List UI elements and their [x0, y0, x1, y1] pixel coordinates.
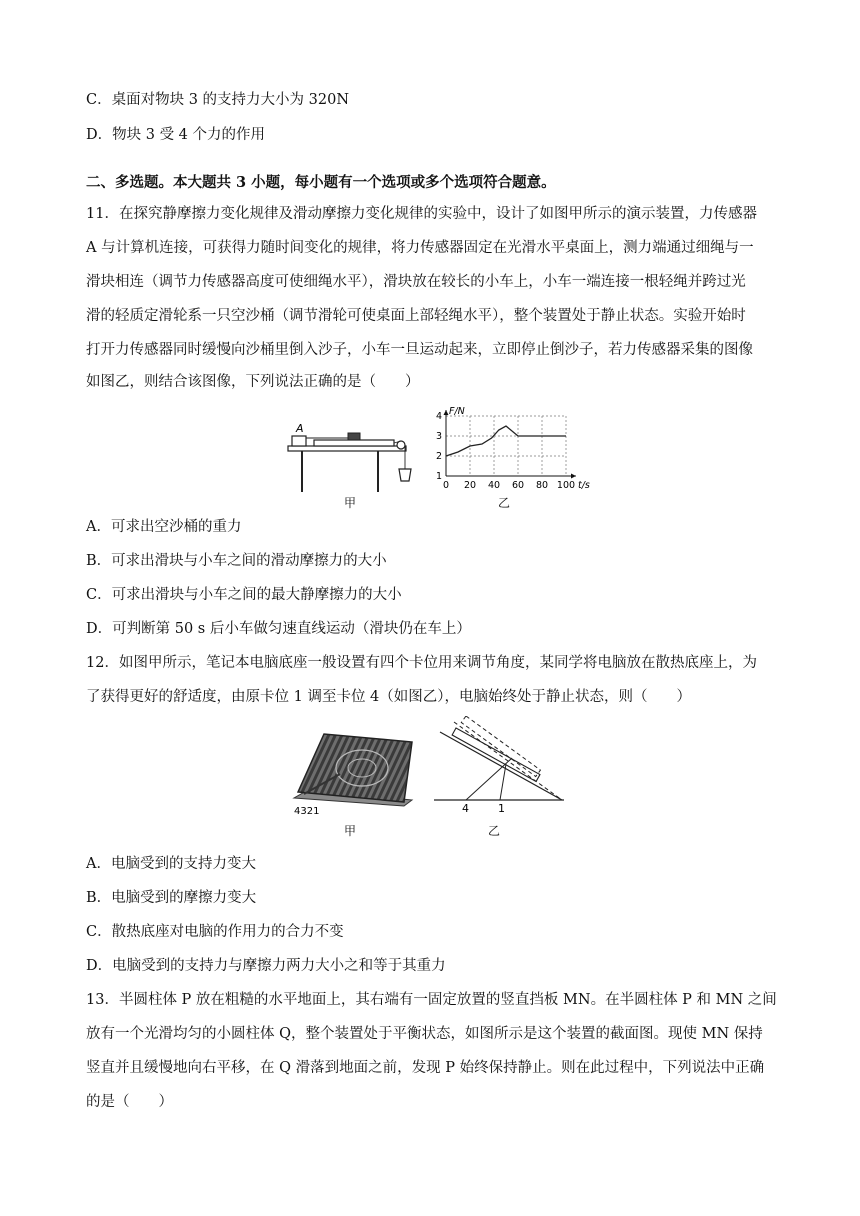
mark-4: 4 [462, 802, 469, 815]
section-heading: 二、多选题。本大题共 3 小题，每小题有一个选项或多个选项符合题意。 [86, 174, 556, 191]
x-tick-label-80: 80 [535, 480, 549, 491]
q11-option-d: D．可判断第 50 s 后小车做匀速直线运动（滑块仍在车上） [86, 621, 471, 637]
x-axis-arrow [571, 474, 576, 479]
q12-option-c: C．散热底座对电脑的作用力的合力不变 [86, 924, 344, 940]
sensor-label: A [296, 422, 304, 435]
y-tick-label-3: 3 [435, 431, 442, 442]
x-tick-label-60: 60 [511, 480, 525, 491]
x-tick-label-40: 40 [487, 480, 501, 491]
q11-fig-yi-caption: 乙 [498, 496, 511, 510]
q12-option-b: B．电脑受到的摩擦力变大 [86, 890, 257, 906]
q12-line-2: 了获得更好的舒适度，由原卡位 1 调至卡位 4（如图乙），电脑始终处于静止状态，则（ ） [86, 689, 692, 705]
q12-line-1: 12．如图甲所示，笔记本电脑底座一般设置有四个卡位用来调节角度，某同学将电脑放在散热底座上，为 [86, 655, 757, 671]
x-tick-label-20: 20 [463, 480, 477, 491]
q11-option-c: C．可求出滑块与小车之间的最大静摩擦力的大小 [86, 587, 402, 603]
q11-line-6: 如图乙，则结合该图像，下列说法正确的是（ ） [86, 374, 420, 390]
q11-line-4: 滑的轻质定滑轮系一只空沙桶（调节滑轮可使桌面上部轻绳水平），整个装置处于静止状态。实验开始时 [86, 308, 746, 324]
y-axis-label: F/N [449, 406, 465, 417]
q11-line-3: 滑块相连（调节力传感器高度可使细绳水平），滑块放在较长的小车上，小车一端连接一根轻绳并跨过光 [86, 274, 746, 290]
q11-fig-jia-caption: 甲 [344, 496, 357, 510]
y-tick-label-4: 4 [435, 411, 442, 422]
sand-bucket [399, 469, 411, 481]
x-tick-label-100: 100 [556, 480, 576, 491]
y-tick-label-1: 1 [435, 471, 442, 482]
q13-line-1: 13．半圆柱体 P 放在粗糙的水平地面上，其右端有一固定放置的竖直挡板 MN。在半圆柱体 P 和 MN 之间 [86, 992, 777, 1008]
q11-line-2: A 与计算机连接，可获得力随时间变化的规律，将力传感器固定在光滑水平桌面上，测力端通过细绳与一 [86, 240, 754, 256]
q11-option-a: A．可求出空沙桶的重力 [86, 519, 242, 535]
option-d-prev: D．物块 3 受 4 个力的作用 [86, 127, 266, 143]
x-axis-label: t/s [578, 480, 590, 491]
q11-line-5: 打开力传感器同时缓慢向沙桶里倒入沙子，小车一旦运动起来，立即停止倒沙子，若力传感器采集的图像 [86, 342, 753, 358]
series-line-0 [446, 426, 566, 456]
panel-slot-1 [440, 732, 562, 800]
q12-laptop-stand-figure [284, 728, 424, 824]
q13-line-2: 放有一个光滑均匀的小圆柱体 Q，整个装置处于平衡状态，如图所示是这个装置的截面图。现使 MN 保持 [86, 1026, 763, 1042]
q12-schematic-figure [430, 716, 570, 816]
q13-line-4: 的是（ ） [86, 1094, 173, 1110]
support-slot-1 [500, 764, 506, 800]
q13-line-3: 竖直并且缓慢地向右平移，在 Q 滑落到地面之前，发现 P 始终保持静止。则在此过程中，下列说法中正确 [86, 1060, 765, 1076]
x-tick-label-0: 0 [442, 480, 450, 491]
q11-line-1: 11．在探究静摩擦力变化规律及滑动摩擦力变化规律的实验中，设计了如图甲所示的演示装置，力传感器 [86, 206, 757, 222]
laptop-slot-1 [452, 728, 540, 782]
table-top [288, 446, 406, 451]
q11-ft-chart [426, 402, 596, 494]
slot-numbers: 4321 [294, 806, 320, 817]
force-sensor [292, 436, 306, 446]
y-tick-label-2: 2 [435, 451, 442, 462]
q12-fig-yi-caption: 乙 [488, 824, 501, 838]
slider-block [348, 433, 360, 440]
support-slot-4 [466, 758, 512, 800]
y-axis-arrow [444, 410, 449, 415]
mark-1: 1 [498, 802, 505, 815]
stand-panel [298, 734, 412, 802]
cart [314, 440, 394, 446]
q12-fig-jia-caption: 甲 [344, 824, 357, 838]
q12-option-d: D．电脑受到的支持力与摩擦力两力大小之和等于其重力 [86, 958, 446, 974]
option-c-prev: C．桌面对物块 3 的支持力大小为 320N [86, 92, 350, 108]
q11-option-b: B．可求出滑块与小车之间的滑动摩擦力的大小 [86, 553, 387, 569]
q12-option-a: A．电脑受到的支持力变大 [86, 856, 256, 872]
